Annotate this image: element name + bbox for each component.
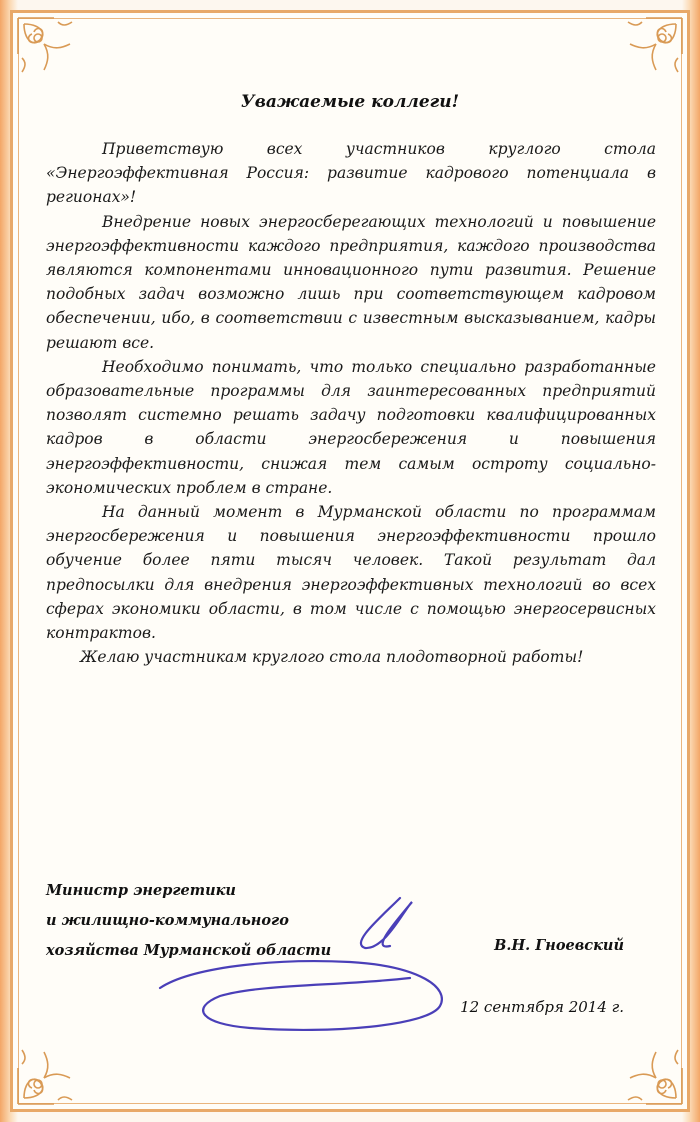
paragraph-4: На данный момент в Мурманской области по программам энергосбережения и повышения энергоэффективности прошло обучение более пяти тысяч человек. Такой результат дал предпосылки для внедрения энергоэффективных технологий во всех сферах экономики области, в том числе с помощью энергосервисных контрактов.: [46, 503, 656, 643]
signatory-line: и жилищно-коммунального: [46, 912, 289, 929]
corner-ornament-icon: [616, 14, 686, 84]
signatory-line: Министр энергетики: [46, 882, 236, 899]
signatory-line: хозяйства Мурманской области: [46, 942, 332, 959]
corner-ornament-icon: [14, 14, 84, 84]
letter-body: [46, 137, 656, 669]
corner-ornament-icon: [14, 1038, 84, 1108]
paragraph-3: Необходимо понимать, что только специально разработанные образовательные программы для заинтересованных предприятий позволят системно решать задачу подготовки квалифицированных кадров в области энергосбережения и повышения энергоэффективности, снижая тем самым остроту социально-экономических проблем в стране.: [46, 357, 656, 497]
letter-date: 12 сентября 2014 г.: [460, 998, 624, 1016]
closing-wish: Желаю участникам круглого стола плодотворной работы!: [80, 648, 584, 667]
signatory-name: В.Н. Гноевский: [494, 937, 624, 954]
letter-greeting: Уважаемые коллеги!: [240, 92, 460, 112]
paragraph-1: Приветствую всех участников круглого стола «Энергоэффективная Россия: развитие кадрового потенциала в регионах»!: [46, 140, 656, 207]
handwritten-signature: [150, 888, 480, 1038]
corner-ornament-icon: [616, 1038, 686, 1108]
paragraph-2: Внедрение новых энергосберегающих технологий и повышение энергоэффективности каждого предприятия, каждого производства являются компонентами инновационного пути развития. Решение подобных задач возможно лишь при соответствующем кадровом обеспечении, ибо, в соответствии с известным высказыванием, кадры решают все.: [46, 212, 656, 352]
